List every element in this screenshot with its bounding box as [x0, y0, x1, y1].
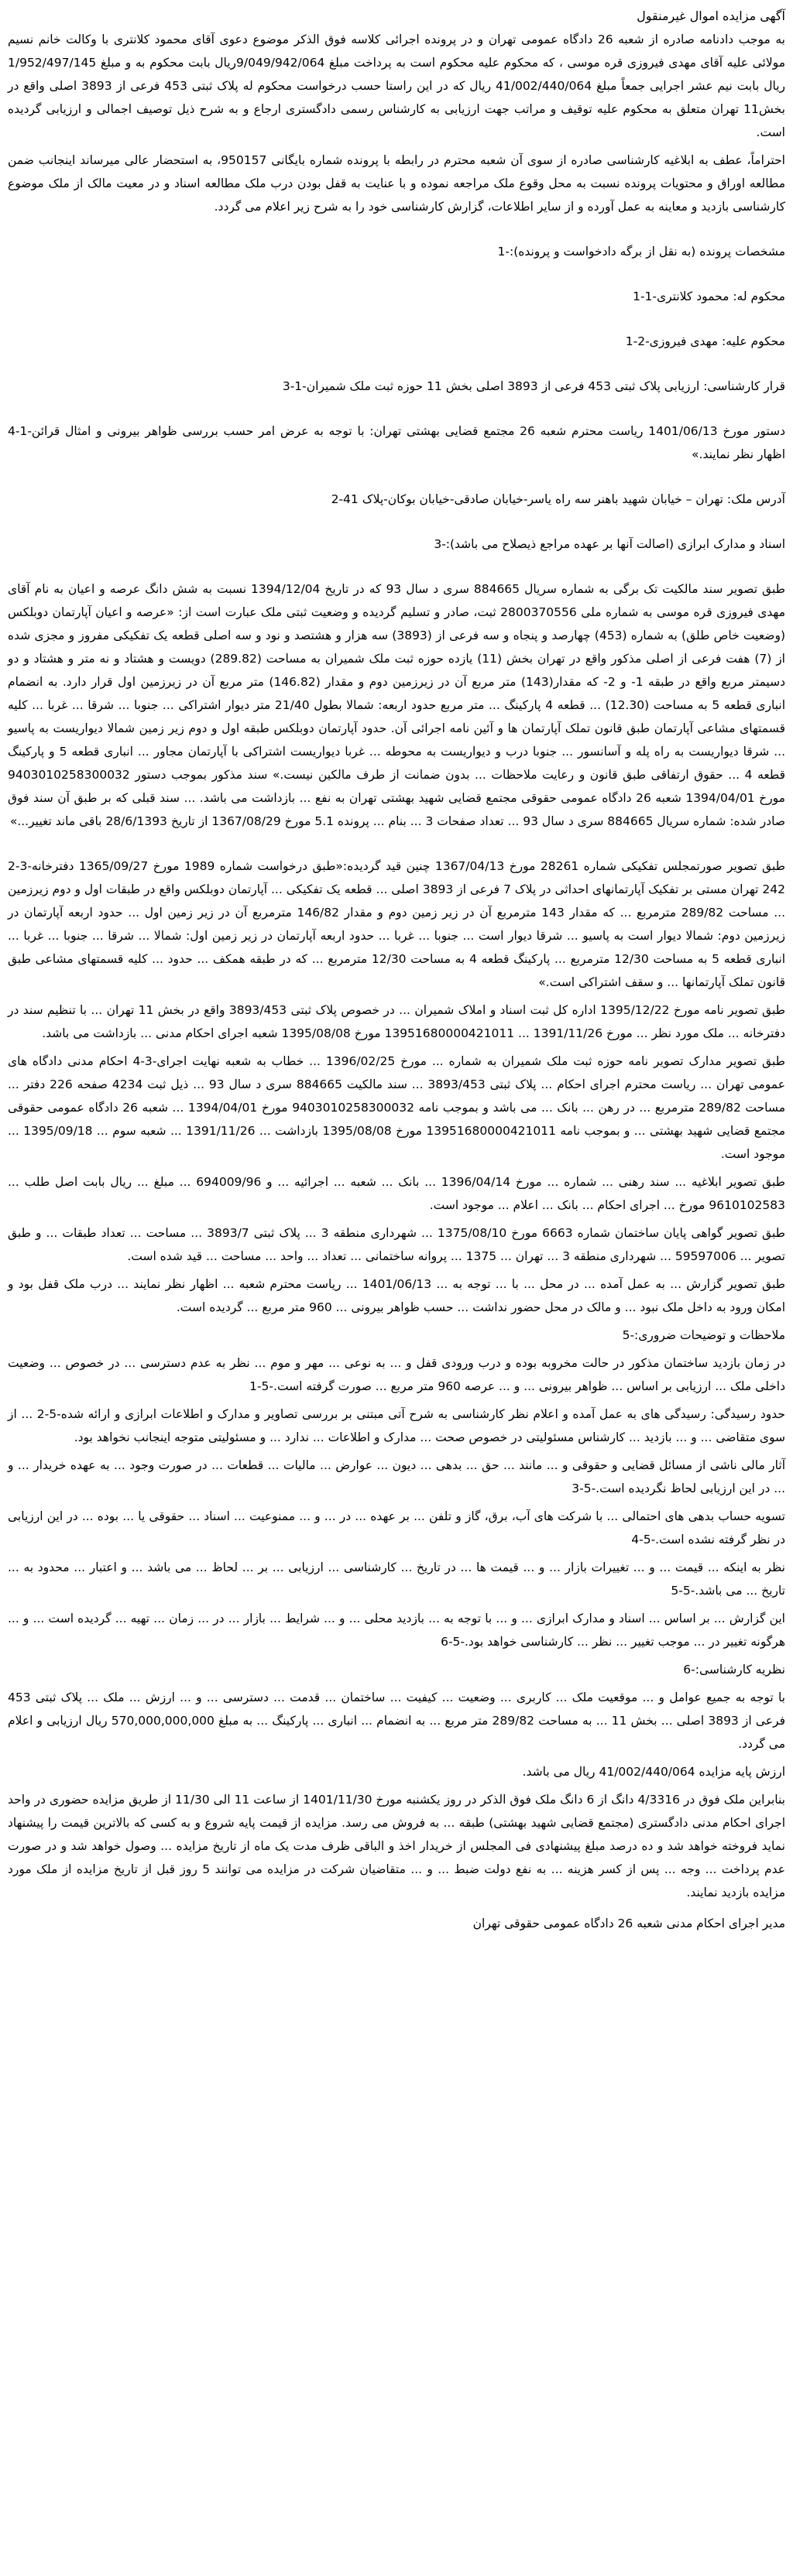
item-5-4: تسویه حساب بدهی های احتمالی ... با شرکت های آب، برق، گاز و تلفن ... بر عهده ... در ... و ... ممنوعیت ... اسناد ... حقوقی یا ... بوده ... در این ارزیابی در نظر گرفته نشده است.-5-4: [8, 1509, 785, 1547]
item-4-report: طبق تصویر گزارش ... به عمل آمده ... در محل ... با ... توجه به ... 1401/06/13 ... ریاست محترم شعبه ... اظهار نظر نمایند ... درب ملک قفل بود و امکان ورود به داخل ملک نبود ... و مالک در محل حضور نداشت ... حسب ظواهر بیرونی ... 960 متر مربع ... گردیده است.: [8, 1277, 785, 1314]
section-3-heading: اسناد و مدارک ابرازی (اصالت آنها بر عهده مراجع ذیصلاح می باشد):-3: [434, 537, 785, 551]
item-3-6: طبق تصویر گواهی پایان ساختمان شماره 6663 مورخ 1375/08/10 ... شهرداری منطقه 3 ... پلاک ثبتی 3893/7 ... مساحت ... تعداد طبقات ... و طبق تصویر ... 59597006 ... شهرداری منطقه 3 ... تهران ... 1375 ... پروانه ساختمانی ... تعداد ... واحد ... مساحت ... قید شده است.: [8, 1226, 785, 1263]
item-3-1: طبق تصویر سند مالکیت تک برگی به شماره سریال 884665 سری د سال 93 که در تاریخ 1394/12/04 نسبت به شش دانگ عرصه و اعیان به نام آقای مهدی فیروزی قره موسی به شماره ملی 2800370556 ثبت، صادر و تسلیم گردیده و وضعیت ثبتی ملک عبارت است از: «عرصه و اعیان آپارتمان دوبلکس (وضعیت خاص طلق) به شماره (453) چهارصد و پنجاه و سه فرعی از (3893) سه هزار و هشتصد و نود و سه اصلی قطعه یک تفکیکی مفروز و مجزی شده از (7) هفت فرعی از اصلی مذکور واقع در تهران بخش (11) یازده حوزه ثبت ملک شمیران به مساحت (289.82) دویست و هشتاد و نه متر و هشتاد و دو دسیمتر مربع واقع در طبقه 1- و 2- که مقدار(143) متر مربع آن در زیرزمین دوم و مقدار (146.82) متر مربع آن در زیرزمین اول قرار دارد. به انضمام انباری قطعه 5 به مساحت (12.30) ... قطعه 4 پارکینگ ... متر مربع حدود اربعه: شمالا بطول 21/40 متر دیوار اشتراکی ... جنوبا ... شرقا ... غربا ... کلیه قسمتهای مشاعی آپارتمان طبق قانون تملک آپارتمان ها و آئین نامه اجرائی آن. حدود آپارتمان دوبلکس طبقه اول و دوم زیر زمین شمالا دیواریست به پاسیو ... شرقا دیواریست به راه پله و آسانسور ... جنوبا درب و دیواریست به محوطه ... غربا دیواریست اشتراکی با آپارتمان مجاور ... انباری قطعه 5 و پارکینگ قطعه 4 ... حقوق ارتفاقی طبق قانون و رعایت ملاحظات ... بدون ضمانت از طرف مالکین نیست.» سند مذکور بموجب دستور 9403010258300032 مورخ 1394/04/01 شعبه 26 دادگاه عمومی حقوقی مجتمع قضایی شهید بهشتی تهران به نفع ... بازداشت می باشد. ... سند قبلی که بر طبق آن سند فوق صادر شده: شماره سریال 884665 سری د سال 93 ... تعداد صفحات 3 ... بنام ... پرونده 5.1 مورخ 1367/08/29 از تاریخ 28/6/1393 باقی ماند تغییر...»: [8, 582, 786, 828]
item-1-2: محکوم علیه: مهدی فیروزی-2-1: [625, 334, 785, 348]
notice-title: آگهی مزایده اموال غیرمنقول: [637, 9, 785, 23]
item-3-2: طبق تصویر صورتمجلس تفکیکی شماره 28261 مورخ 1367/04/13 چنین قید گردیده:«طبق درخواست شماره 1989 مورخ 1365/09/27 دفترخانه-3-2 242 تهران مستی بر تفکیک آپارتمانهای احداثی در پلاک 7 فرعی از 3893 اصلی ... قطعه یک تفکیکی ... آپارتمان دوبلکس واقع در طبقات اول و دوم زیرزمین ... مساحت 289/82 مترمربع ... که مقدار 143 مترمربع آن در زیر زمین دوم و مقدار 146/82 مترمربع آن در زیر زمین اول ... حدود اربعه آپارتمان در زیرزمین دوم: شمالا دیوار است به پاسیو ... شرقا دیوار است ... جنوبا ... غربا ... حدود اربعه آپارتمان در زیر زمین اول: شمالا ... شرقا ... جنوبا ... غربا ... انباری قطعه 5 به مساحت 12/30 مترمربع ... پارکینگ قطعه 4 به مساحت 12/30 مترمربع ... که در طبقه همکف ... حدود ... کلیه قسمتهای مشاعی طبق قانون تملک آپارتمانها ... و سقف اشتراکی است.»: [8, 859, 786, 989]
item-3-3: طبق تصویر نامه مورخ 1395/12/22 اداره کل ثبت اسناد و املاک شمیران ... در خصوص پلاک ثبتی 3893/453 واقع در بخش 11 تهران ... با تنظیم سند در دفترخانه ... ملک مورد نظر ... مورخ 1391/11/26 ... 13951680000421011 مورخ 1395/08/08 شعبه اجرای احکام مدنی ... بازداشت می باشد.: [8, 1003, 785, 1040]
item-5-1: در زمان بازدید ساختمان مذکور در حالت مخروبه بوده و درب ورودی قفل و ... به نوعی ... مهر و موم ... نظر به عدم دسترسی ... در خصوص ... وضعیت داخلی ملک ... ارزیابی بر اساس ... ظواهر بیرونی ... و ... عرصه 960 متر مربع ... صورت گرفته است.-5-1: [8, 1356, 785, 1393]
item-5-2: حدود رسیدگی: رسیدگی های به عمل آمده و اعلام نظر کارشناسی به شرح آتی مبتنی بر بررسی تصاویر و مدارک و اطلاعات ابرازی و ارائه شده-5-2 ... از سوی متقاضی ... و ... بازدید ... کارشناس مسئولیتی در خصوص صحت ... مدارک و اطلاعات ... ندارد ... و مسئولیتی متوجه اینجانب نخواهد بود.: [8, 1407, 785, 1444]
item-3-5: طبق تصویر ابلاغیه ... سند رهنی ... شماره ... مورخ 1396/04/14 ... بانک ... شعبه ... اجرائیه ... و 694009/96 ... مبلغ ... ریال بابت اصل طلب ... 9610102583 مورخ ... اجرای احکام ... بانک ... اعلام ... موجود است.: [8, 1175, 785, 1212]
section-6-heading: نظریه کارشناسی:-6: [683, 1663, 785, 1677]
item-5-5: نظر به اینکه ... قیمت ... و ... تغییرات بازار ... و ... قیمت ها ... در تاریخ ... کارشناسی ... ارزیابی ... بر ... لحاظ ... می باشد ... و اعتبار ... محدود به ... تاریخ ... می باشد.-5-5: [8, 1560, 785, 1598]
auction-terms-paragraph: بنابراین ملک فوق در 4/3316 دانگ از 6 دانگ ملک فوق الذکر در روز یکشنبه مورخ 1401/11/30 از ساعت 11 الی 11/30 از طریق مزایده حضوری در واحد اجرای احکام مدنی دادگستری (مجتمع قضایی شهید بهشتی) طبقه ... به فروش می رسد. مزایده از قیمت پایه شروع و به کسی که بالاترین قیمت را پیشنهاد نماید فروخته خواهد شد و ده درصد مبلغ پیشنهادی فی المجلس از خریدار اخذ و الباقی ظرف مدت یک ماه از تاریخ مزایده ... وصول خواهد شد و در صورت عدم پرداخت ... وجه ... پس از کسر هزینه ... به نفع دولت ضبط ... و ... متقاضیان شرکت در مزایده می توانند 5 روز قبل از تاریخ مزایده از ملک مورد مزایده بازدید نمایند.: [8, 1793, 786, 1899]
base-price-paragraph: ارزش پایه مزایده 41/002/440/064 ریال می باشد.: [522, 1765, 785, 1779]
section-2-address: آدرس ملک: تهران – خیابان شهید باهنر سه راه یاسر-خیابان صادقی-خیابان بوکان-پلاک 41-2: [331, 492, 785, 506]
item-3-4: طبق تصویر مدارک تصویر نامه حوزه ثبت ملک شمیران به شماره ... مورخ 1396/02/25 ... خطاب به شعبه نهایت اجرای-3-4 احکام مدنی دادگاه های عمومی تهران ... ریاست محترم اجرای احکام ... پلاک ثبتی 3893/453 ... سند مالکیت 884665 سری د سال 93 ... ذیل ثبت 4234 صفحه 226 دفتر ... مساحت 289/82 مترمربع ... در رهن ... بانک ... می باشد و بموجب نامه 9403010258300032 مورخ 1394/04/01 ... شعبه 26 دادگاه عمومی حقوقی مجتمع قضایی شهید بهشتی ... و بموجب نامه 13951680000421011 مورخ 1395/08/08 بازداشت ... 1391/11/26 ... شعبه سوم ... 1395/09/18 ... موجود است.: [8, 1054, 786, 1161]
item-1-4: دستور مورخ 1401/06/13 ریاست محترم شعبه 26 مجتمع قضایی بهشتی تهران: با توجه به عرض امر حسب بررسی ظواهر بیرونی و امثال قرائن-1-4 اظهار نظر نمایند.»: [8, 424, 786, 461]
item-5-6: این گزارش ... بر اساس ... اسناد و مدارک ابرازی ... و ... با توجه به ... بازدید محلی ... و ... شرایط ... بازار ... در ... زمان ... تهیه ... گردیده است ... و ... هرگونه تغییر در ... موجب تغییر ... نظر ... کارشناسی خواهد بود.-5-6: [8, 1612, 785, 1649]
item-1-1: محکوم له: محمود کلانتری-1-1: [633, 289, 785, 303]
expert-intro-paragraph: احتراماً، عطف به ابلاغیه کارشناسی صادره از سوی آن شعبه محترم در رابطه با پرونده شماره بایگانی 950157، به استحضار عالی میرساند اینجانب ضمن مطالعه اوراق و محتویات پرونده نسبت به محل وقوع ملک مراجعه نموده و با عنایت به قفل بودن درب ملک مطالعه اسناد و در معیت مالک از ملک موضوع کارشناسی بازدید و معاینه به عمل آورده و از سایر اطلاعات، گزارش کارشناسی خود را به شرح زیر اعلام می گردد.: [8, 153, 785, 214]
item-5-3: آثار مالی ناشی از مسائل قضایی و حقوقی و ... مانند ... حق ... بدهی ... دیون ... عوارض ... مالیات ... قطعات ... در صورت وجود ... به عهده خریدار ... و ... در این ارزیابی لحاظ نگردیده است.-5-3: [8, 1458, 785, 1495]
item-1-3: قرار کارشناسی: ارزیابی پلاک ثبتی 453 فرعی از 3893 اصلی بخش 11 حوزه ثبت ملک شمیران-1-3: [282, 379, 785, 393]
section-1-heading: مشخصات پرونده (به نقل از برگه دادخواست و پرونده):-1: [497, 245, 785, 259]
signature-line: مدیر اجرای احکام مدنی شعبه 26 دادگاه عمومی حقوقی تهران: [472, 1917, 785, 1930]
intro-paragraph: به موجب دادنامه صادره از شعبه 26 دادگاه عمومی تهران و در پرونده اجرائی کلاسه فوق الذکر موضوع دعوی آقای محمود کلانتری با وکالت خانم نسیم مولائی علیه آقای مهدی فیروزی قره موسی ، که محکوم علیه محکوم است به پرداخت مبلغ 9/049/942/064ریال بابت محکوم به و مبلغ 1/952/497/145 ریال بابت نیم عشر اجرایی جمعاً مبلغ 41/002/440/064 ریال که در این راستا حسب درخواست محکوم له پلاک ثبتی 453 فرعی از 3893 اصلی واقع در بخش11 تهران متعلق به محکوم علیه توقیف و مراتب جهت ارزیابی به کارشناس رسمی دادگستری ارجاع و به شرح ذیل توصیف اجمالی و ارزیابی گردیده است.: [8, 33, 785, 139]
section-5-heading: ملاحظات و توضیحات ضروری:-5: [622, 1328, 785, 1342]
expert-opinion-paragraph: با توجه به جمیع عوامل و ... موقعیت ملک ... کاربری ... وضعیت ... کیفیت ... ساختمان ... قدمت ... دسترسی ... و ... ارزش ... ملک ... پلاک ثبتی 453 فرعی از 3893 اصلی ... بخش 11 ... به مساحت 289/82 متر مربع ... به انضمام ... انباری ... پارکینگ ... به مبلغ 570,000,000,000 ریال ارزیابی و اعلام می گردد.: [8, 1690, 785, 1751]
